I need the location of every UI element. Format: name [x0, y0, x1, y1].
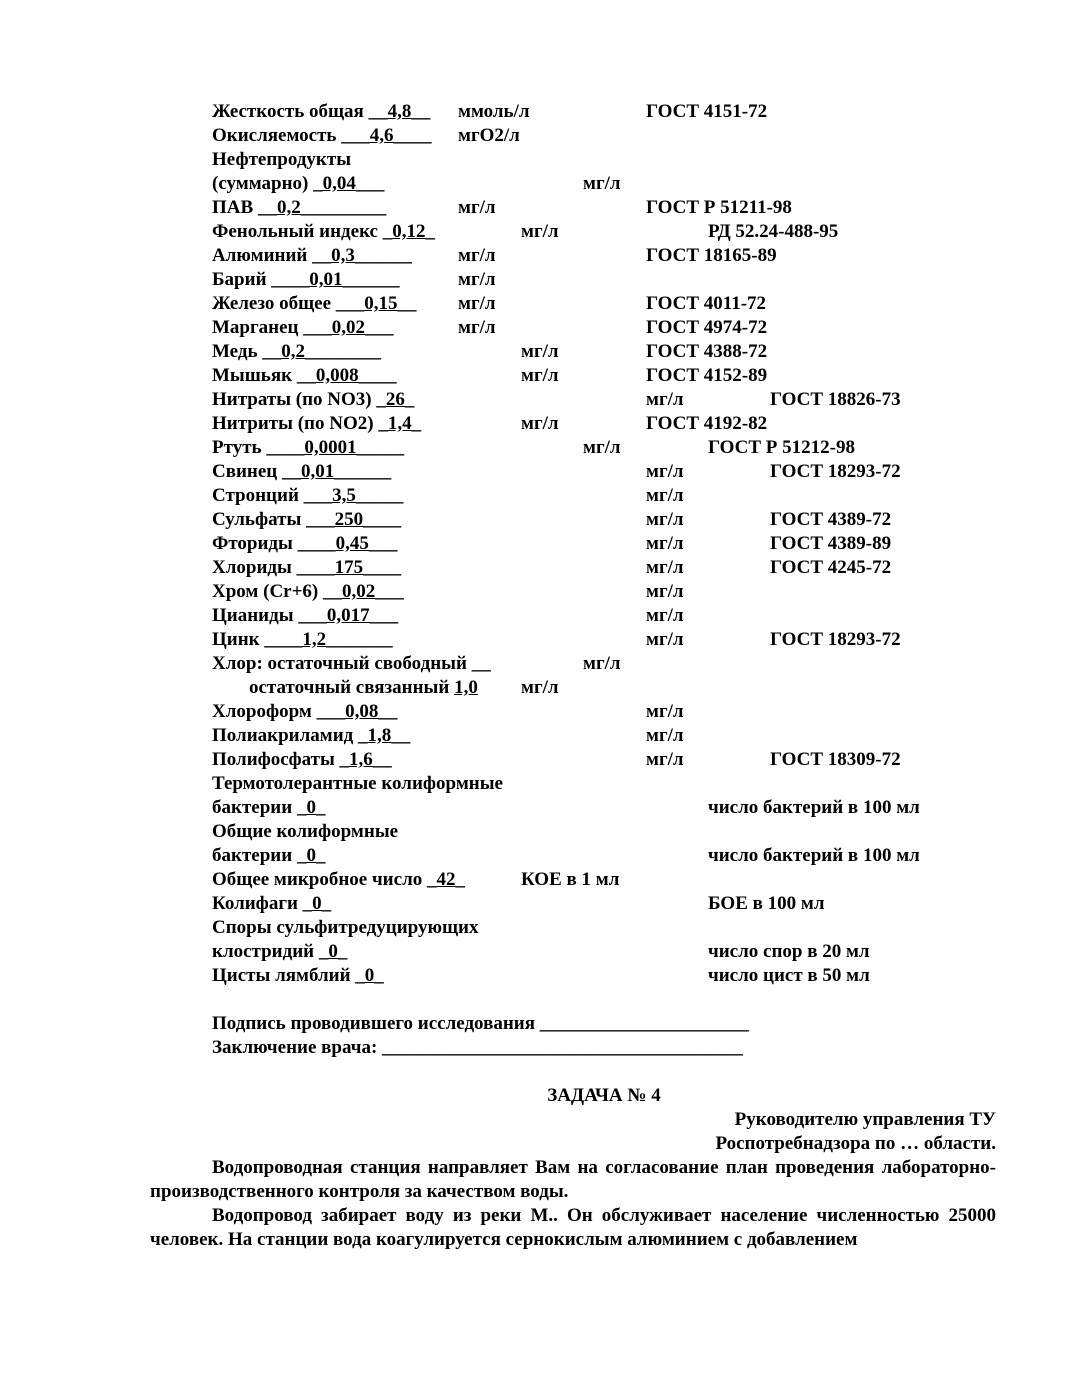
- row-label-value: Цианиды ___0,017___: [212, 605, 399, 626]
- unit: мг/л: [646, 581, 684, 602]
- measured-value: 1,4: [387, 413, 412, 434]
- measured-value: 0: [306, 797, 316, 818]
- row-label-value: бактерии _0_: [212, 845, 326, 866]
- unit: мг/л: [521, 221, 559, 242]
- row-label-value: Фенольный индекс _0,12_: [212, 221, 435, 242]
- unit: мг/л: [646, 533, 684, 554]
- row-label-value: Железо общее ___0,15__: [212, 293, 417, 314]
- measured-value: 0: [312, 893, 322, 914]
- conclusion-blank: ______________________________________: [382, 1037, 744, 1058]
- measured-value: 1,2: [302, 629, 327, 650]
- task-paragraph-2: Водопровод забирает воду из реки М.. Он обслуживает население численностью 25000 человек. На станции вода коагулируется сернокислым алюминием с добавлением: [150, 1205, 996, 1250]
- measured-value: 0,15: [364, 293, 398, 314]
- measured-value: 0,017: [326, 605, 370, 626]
- unit: мг/л: [583, 653, 621, 674]
- row-label-value: клостридий _0_: [212, 941, 348, 962]
- row-label-value: Сульфаты ___250____: [212, 509, 402, 530]
- unit: КОЕ в 1 мл: [521, 869, 620, 890]
- unit: мг/л: [521, 677, 559, 698]
- row-label-value: остаточный связанный 1,0: [249, 677, 478, 698]
- measured-value: 0,02: [342, 581, 376, 602]
- row-label-value: Общее микробное число _42_: [212, 869, 465, 890]
- measured-value: 0: [364, 965, 375, 986]
- row-label: Общие колиформные: [212, 821, 399, 842]
- measured-value: __: [471, 653, 491, 674]
- row-label-value: Хлор: остаточный свободный __: [212, 653, 491, 674]
- measured-value: 175: [334, 557, 364, 578]
- signature-line: Подпись проводившего исследования ______________________: [212, 1013, 749, 1034]
- norm-standard: число спор в 20 мл: [708, 941, 870, 962]
- measured-value: 0,01: [301, 461, 335, 482]
- measured-value: 0: [328, 941, 338, 962]
- unit: мг/л: [646, 485, 684, 506]
- measured-value: 0,12: [392, 221, 426, 242]
- unit: мг/л: [583, 437, 621, 458]
- row-label-value: Стронций ___3,5_____: [212, 485, 404, 506]
- unit: мг/л: [646, 461, 684, 482]
- norm-standard: число бактерий в 100 мл: [708, 797, 920, 818]
- norm-standard: ГОСТ 4151-72: [646, 101, 768, 122]
- measured-value: 0,3: [331, 245, 355, 266]
- measured-value: 1,8: [367, 725, 392, 746]
- task-title: ЗАДАЧА № 4: [547, 1085, 661, 1106]
- row-label-value: Хлориды ____175____: [212, 557, 402, 578]
- unit: мг/л: [521, 413, 559, 434]
- measured-value: 3,5: [332, 485, 356, 506]
- norm-standard: число бактерий в 100 мл: [708, 845, 920, 866]
- measured-value: 1,0: [454, 677, 478, 698]
- measured-value: 0,02: [331, 317, 365, 338]
- unit: мг/л: [458, 293, 496, 314]
- row-label-value: Полиакриламид _1,8__: [212, 725, 411, 746]
- unit: мг/л: [458, 269, 496, 290]
- row-label-value: Ртуть ____0,0001_____: [212, 437, 405, 458]
- unit: мг/л: [458, 245, 496, 266]
- norm-standard: ГОСТ 4011-72: [646, 293, 767, 314]
- norm-standard: ГОСТ 18293-72: [770, 629, 901, 650]
- row-label-value: Цинк ____1,2_______: [212, 629, 393, 650]
- unit: мг/л: [646, 509, 684, 530]
- norm-standard: БОЕ в 100 мл: [708, 893, 825, 914]
- unit: мг/л: [521, 365, 559, 386]
- addressee-line-2: Роспотребнадзора по … области.: [715, 1133, 996, 1154]
- norm-standard: ГОСТ 4388-72: [646, 341, 768, 362]
- unit: мг/л: [458, 317, 496, 338]
- measured-value: 0,04: [322, 173, 356, 194]
- norm-standard: РД 52.24-488-95: [708, 221, 839, 242]
- row-label-value: (суммарно) _0,04___: [212, 173, 385, 194]
- row-label-value: ПАВ __0,2_________: [212, 197, 387, 218]
- addressee-line-1: Руководителю управления ТУ: [734, 1109, 996, 1130]
- row-label-value: Хлороформ ___0,08__: [212, 701, 398, 722]
- measured-value: 4,8: [387, 101, 412, 122]
- row-label-value: Барий ____0,01______: [212, 269, 400, 290]
- row-label-value: Нитраты (по NO3) _26_: [212, 389, 415, 410]
- norm-standard: ГОСТ 18165-89: [646, 245, 777, 266]
- row-label-value: Алюминий __0,3______: [212, 245, 412, 266]
- norm-standard: ГОСТ 18293-72: [770, 461, 901, 482]
- row-label-value: Цисты лямблий _0_: [212, 965, 384, 986]
- norm-standard: число цист в 50 мл: [708, 965, 870, 986]
- task-paragraph-1: Водопроводная станция направляет Вам на согласование план проведения лабораторно-производственного контроля за качеством воды.: [150, 1157, 996, 1202]
- unit: ммоль/л: [458, 101, 530, 122]
- unit: мг/л: [646, 725, 684, 746]
- measured-value: 0,45: [335, 533, 369, 554]
- row-label-value: Фториды ____0,45___: [212, 533, 398, 554]
- measured-value: 0,2: [276, 197, 301, 218]
- norm-standard: ГОСТ 4152-89: [646, 365, 768, 386]
- measured-value: 0,2: [281, 341, 306, 362]
- norm-standard: ГОСТ 4192-82: [646, 413, 768, 434]
- row-label-value: Свинец __0,01______: [212, 461, 392, 482]
- row-label-value: Окисляемость ___4,6____: [212, 125, 432, 146]
- measured-value: 0,01: [309, 269, 343, 290]
- row-label-value: Медь __0,2________: [212, 341, 382, 362]
- measured-value: 1,6: [349, 749, 373, 770]
- conclusion-line: Заключение врача: ______________________________________: [212, 1037, 744, 1058]
- row-label: Термотолерантные колиформные: [212, 773, 503, 794]
- measured-value: 42: [436, 869, 456, 890]
- norm-standard: ГОСТ 4389-72: [770, 509, 892, 530]
- norm-standard: ГОСТ 4974-72: [646, 317, 768, 338]
- row-label-value: бактерии _0_: [212, 797, 326, 818]
- row-label-value: Нитриты (по NO2) _1,4_: [212, 413, 422, 434]
- measured-value: 0,08: [345, 701, 379, 722]
- row-label-value: Жесткость общая __4,8__: [212, 101, 431, 122]
- measured-value: 4,6: [369, 125, 394, 146]
- norm-standard: ГОСТ 4389-89: [770, 533, 892, 554]
- norm-standard: ГОСТ 4245-72: [770, 557, 892, 578]
- signature-blank: ______________________: [539, 1013, 749, 1034]
- unit: мг/л: [646, 701, 684, 722]
- unit: мг/л: [646, 605, 684, 626]
- row-label-value: Колифаги _0_: [212, 893, 332, 914]
- row-label: Нефтепродукты: [212, 149, 352, 170]
- measured-value: 250: [334, 509, 364, 530]
- unit: мгО2/л: [458, 125, 520, 146]
- row-label-value: Марганец ___0,02___: [212, 317, 394, 338]
- row-label-value: Полифосфаты _1,6__: [212, 749, 392, 770]
- measured-value: 0: [306, 845, 316, 866]
- measured-value: 26: [385, 389, 405, 410]
- unit: мг/л: [646, 629, 684, 650]
- row-label-value: Мышьяк __0,008____: [212, 365, 397, 386]
- unit: мг/л: [583, 173, 621, 194]
- unit: мг/л: [646, 749, 684, 770]
- measured-value: 0,0001: [304, 437, 357, 458]
- norm-standard: ГОСТ 18309-72: [770, 749, 901, 770]
- unit: мг/л: [458, 197, 496, 218]
- norm-standard: ГОСТ Р 51212-98: [708, 437, 855, 458]
- unit: мг/л: [646, 389, 684, 410]
- row-label-value: Хром (Cr+6) __0,02___: [212, 581, 404, 602]
- measured-value: 0,008: [315, 365, 359, 386]
- norm-standard: ГОСТ Р 51211-98: [646, 197, 792, 218]
- norm-standard: ГОСТ 18826-73: [770, 389, 901, 410]
- row-label: Споры сульфитредуцирующих: [212, 917, 479, 938]
- unit: мг/л: [521, 341, 559, 362]
- unit: мг/л: [646, 557, 684, 578]
